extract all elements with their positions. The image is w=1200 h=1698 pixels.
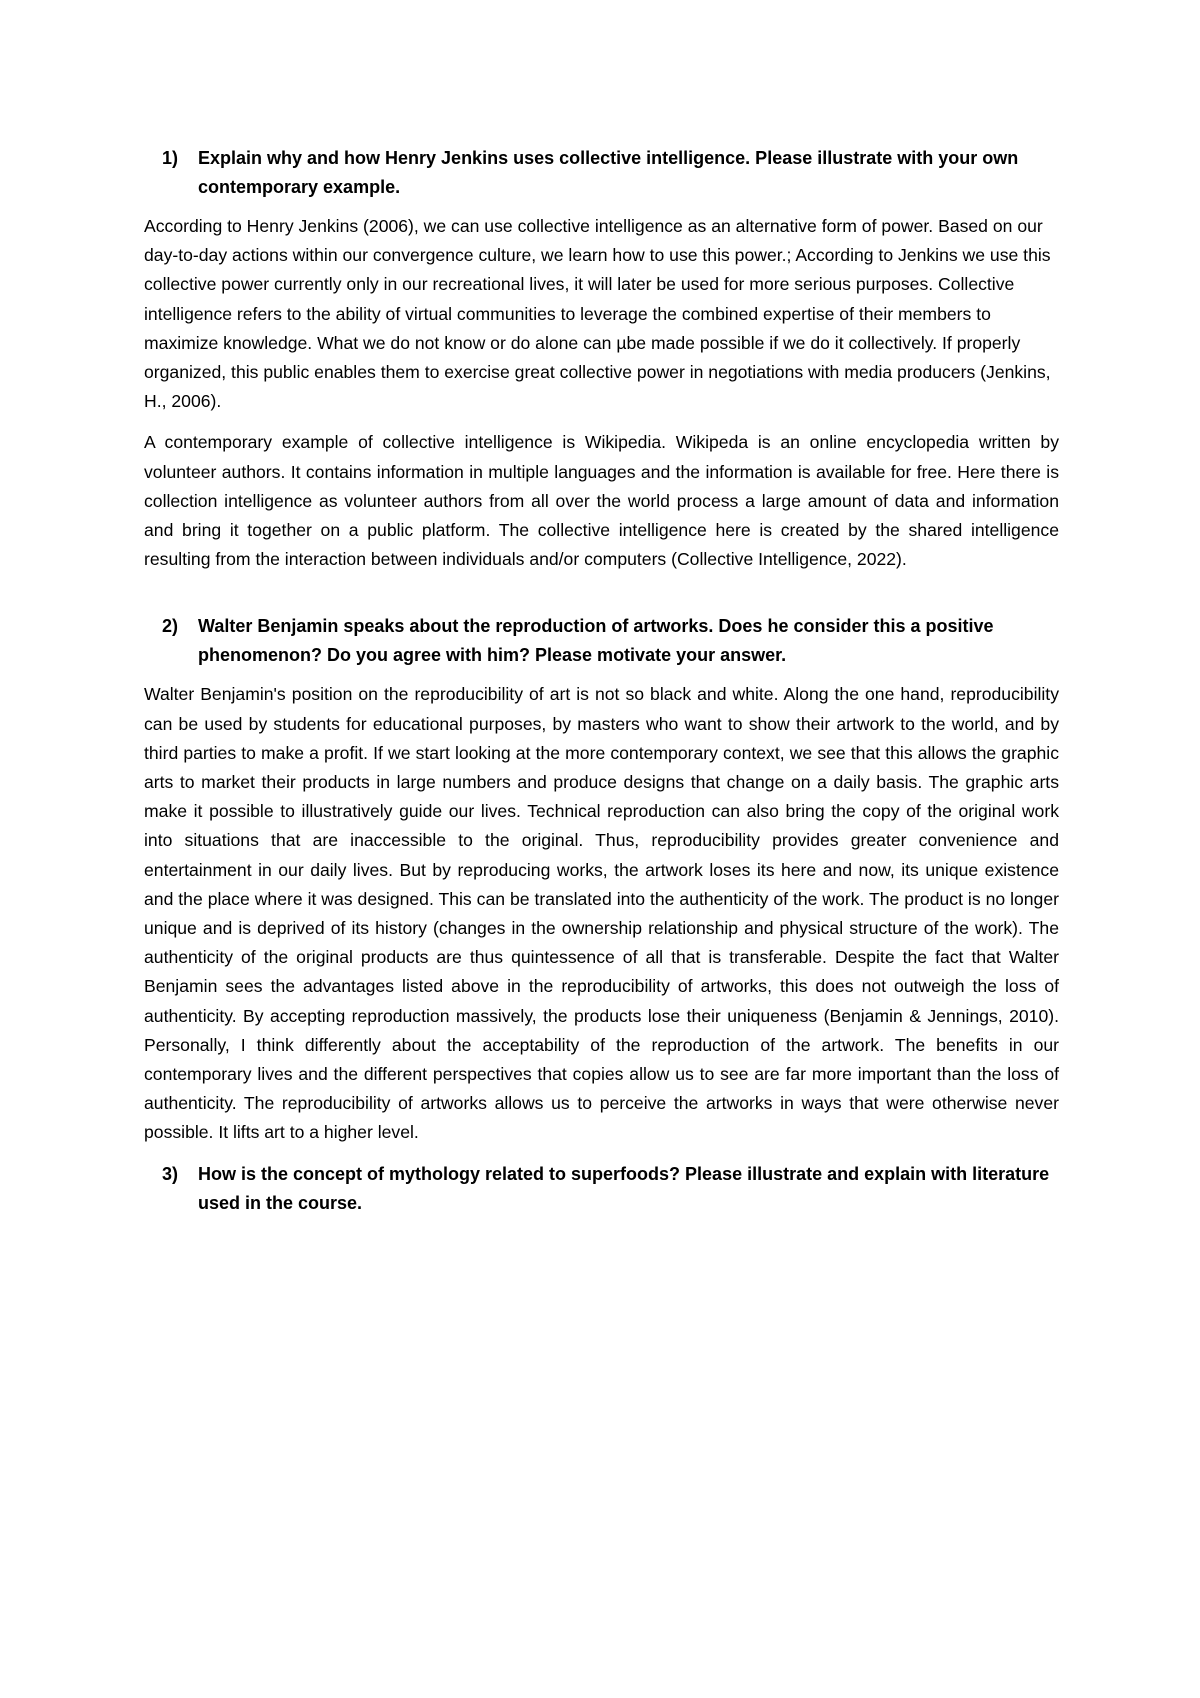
question-1-text: Explain why and how Henry Jenkins uses collective intelligence. Please illustrate with your own contemporary example. bbox=[198, 148, 1019, 197]
question-1-number: 1) bbox=[162, 148, 179, 168]
answer-1-paragraph-1: According to Henry Jenkins (2006), we can use collective intelligence as an alternative form of power. Based on our day-to-day actions within our convergence culture, we learn how to use this power.; According to Jenkins we use this collective power currently only in our recreational lives, it will later be used for more serious purposes. Collective intelligence refers to the ability of virtual communities to leverage the combined expertise of their members to maximize knowledge. What we do not know or do alone can µbe made possible if we do it collectively. If properly organized, this public enables them to exercise great collective power in negotiations with media producers (Jenkins, H., 2006). bbox=[144, 216, 1051, 412]
question-3-text: How is the concept of mythology related to superfoods? Please illustrate and explain with literature used in the course. bbox=[198, 1163, 1050, 1213]
answer-1-paragraph-2: A contemporary example of collective intelligence is Wikipedia. Wikipeda is an online encyclopedia written by volunteer authors. It contains information in multiple languages and the information is available for free. Here there is collection intelligence as volunteer authors from all over the world process a large amount of data and information and bring it together on a public platform. The collective intelligence here is created by the shared intelligence resulting from the interaction between individuals and/or computers (Collective Intelligence, 2022). bbox=[144, 432, 1059, 570]
question-3-heading bbox=[144, 1160, 1059, 1218]
question-2-heading bbox=[144, 612, 1059, 670]
question-2-text: Walter Benjamin speaks about the reproduction of artworks. Does he consider this a positive phenomenon? Do you agree with him? Please motivate your answer. bbox=[198, 616, 994, 666]
question-3-number: 3) bbox=[162, 1163, 179, 1184]
question-2-number: 2) bbox=[162, 616, 179, 637]
question-1-heading bbox=[144, 144, 1059, 202]
document-body bbox=[144, 144, 1059, 1228]
answer-2-paragraph-1: Walter Benjamin's position on the reproducibility of art is not so black and white. Along the one hand, reproducibility can be used by students for educational purposes, by masters who want to show their artwork to the world, and by third parties to make a profit. If we start looking at the more contemporary context, we see that this allows the graphic arts to market their products in large numbers and produce designs that change on a daily basis. The graphic arts make it possible to illustratively guide our lives. Technical reproduction can also bring the copy of the original work into situations that are inaccessible to the original. Thus, reproducibility provides greater convenience and entertainment in our daily lives. But by reproducing works, the artwork loses its here and now, its unique existence and the place where it was designed. This can be translated into the authenticity of the work. The product is no longer unique and is deprived of its history (changes in the ownership relationship and physical structure of the work). The authenticity of the original products are thus quintessence of all that is transferable. Despite the fact that Walter Benjamin sees the advantages listed above in the reproducibility of artworks, this does not outweigh the loss of authenticity. By accepting reproduction massively, the products lose their uniqueness (Benjamin & Jennings, 2010). Personally, I think differently about the acceptability of the reproduction of the artwork. The benefits in our contemporary lives and the different perspectives that copies allow us to see are far more important than the loss of authenticity. The reproducibility of artworks allows us to perceive the artworks in ways that were otherwise never possible. It lifts art to a higher level. bbox=[144, 684, 1059, 1143]
